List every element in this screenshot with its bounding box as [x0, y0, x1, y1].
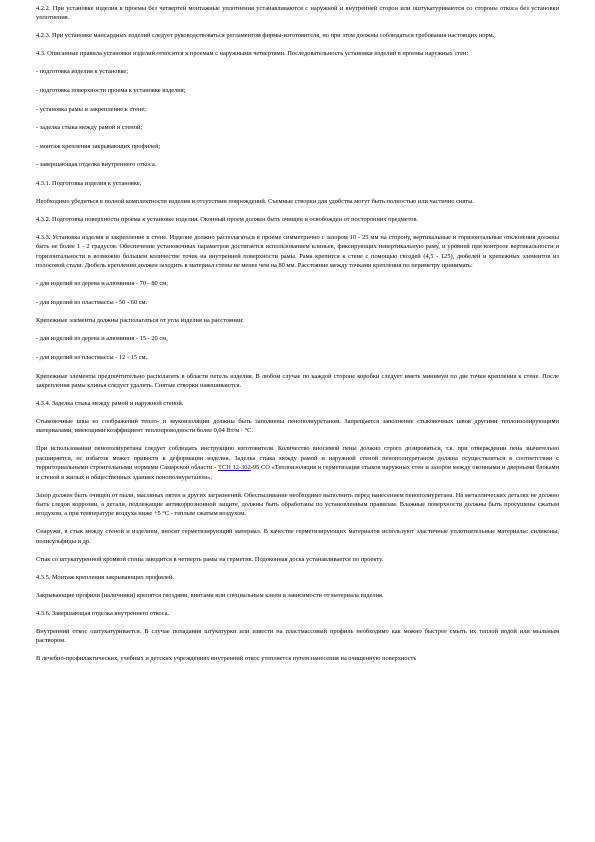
paragraph-text: Внутренний откос оштукатуривается. В случае попадания штукатурки или извести на пластмассовый профиль необходимо как можно быстрее смыть их теплой водой или мыльным раствором.	[36, 627, 559, 645]
paragraph-text: - заделка стыка между рамой и стеной;	[36, 124, 143, 132]
list-item	[36, 334, 559, 343]
paragraph-text: 4.3.2. Подготовка поверхности проема к установке изделия. Оконный проем должен быть очищен и освобожден от посторонних предметов.	[36, 215, 419, 223]
list-item	[36, 353, 559, 362]
paragraph	[36, 31, 559, 40]
paragraph-text: - монтаж крепления закрывающих профилей;	[36, 142, 161, 150]
paragraph-text: Закрывающие профили (наличники) крепятся гвоздями, винтами или специальным клеем в зависимости от материала изделия.	[36, 591, 384, 599]
paragraph	[36, 316, 559, 325]
paragraph	[36, 4, 559, 23]
paragraph-text: Стык со штукатуренной кромкой стены заводится в четверть рамы на герметик. Подоконная доска устанавливается по проекту.	[36, 555, 384, 563]
paragraph-text: 4.3.3. Установка изделия и закрепление к стене. Изделие должно располагаться в проеме симметрично с зазором 10 - 25 мм на сторону, вертикальные и горизонтальные отклонения должны быть не более 1 - 2 градусов. Обеспечение установочных параметров достигается использованием клиньев, фиксирующих невертикальную раму, и уровней при контроле вертикальности и горизонтальности в возможно большем количестве точек на внутренней поверхности рамы. Рама крепится к стене с помощью гвоздей (4,5 - 125), дюбелей и крепежных элементов из полосовой стали. Дюбель крепления должен заходить в материал стены не менее чем на 80 мм. Расстояние между точками крепления по периметру принимать:	[36, 233, 559, 270]
list-item	[36, 105, 559, 114]
paragraph-text: - установка рамы и закрепление к стене;	[36, 105, 146, 113]
paragraph-text: - для изделий из пластмассы - 12 - 15 см.	[36, 353, 148, 361]
paragraph-text: В лечебно-профилактических, учебных и детских учреждениях внутренний откос утепляется путем нанесения на очищенную поверхность	[36, 655, 417, 663]
paragraph-text: 4.2.2. При установке изделия в проемы без четвертей монтажные уплотнения устанавливаются с наружной и внутренней сторон или оштукатуриваются со стороны откоса без установки уплотнения.	[36, 5, 559, 22]
paragraph-text: Снаружи, в стык между стеной и изделием, вносят герметизирующий материал. В качестве герметизирующих материалов используют эластичные уплотнительные материалы: силиконы, полисульфиды и др.	[36, 528, 559, 545]
paragraph-text: 4.3.5. Монтаж крепления закрывающих профилей.	[36, 573, 174, 581]
paragraph-text: 4.2.3. При установке мансардных изделий следует руководствоваться регламентом фирмы-изготовителя, но при этом должны соблюдаться требования настоящих норм.	[36, 32, 495, 40]
paragraph-text: Зазор должен быть очищен от пыли, масляных пятен и других загрязнений. Обеспыливание необходимо выполнить перед нанесением пенополиуретана. На металлических деталях не должно быть следов коррозии, а детали, подлежащие антикоррозионной защите, должны быть обработаны по установленным правилам. Влажные поверхности должны быть просушены сжатым воздухом, а при температуре воздуха ниже +5 °С - теплым сжатым воздухом.	[36, 491, 559, 518]
paragraph	[36, 233, 559, 271]
list-item	[36, 279, 559, 288]
paragraph	[36, 372, 559, 391]
paragraph	[36, 609, 559, 618]
list-item	[36, 67, 559, 76]
paragraph-text: - для изделий из дерева и алюминия - 70 - 80 см;	[36, 280, 168, 288]
document-link[interactable]: ТСН 12-302	[218, 464, 251, 472]
document-body	[36, 4, 559, 664]
paragraph-text: - подготовка изделия к установке;	[36, 68, 129, 76]
paragraph-text: Необходимо убедиться в полной комплектности изделия и отсутствии повреждений. Съемные створки для удобства могут быть полностью или частично сняты.	[36, 197, 474, 205]
paragraph	[36, 444, 559, 482]
paragraph	[36, 197, 559, 206]
paragraph-text: Крепежные элементы предпочтительно располагать в области петель изделия. В любом случае по каждой стороне коробки следует иметь минимум по две точки крепления к стене. После закрепления рамы клинья следует удалить. Снятые створки навешиваются.	[36, 372, 559, 389]
paragraph	[36, 179, 559, 188]
paragraph-text: 4.3.6. Завершающая отделка внутреннего откоса.	[36, 609, 170, 617]
paragraph	[36, 215, 559, 224]
paragraph	[36, 527, 559, 546]
paragraph-text: -95 СО «Теплоизоляция и герметизация стыков наружных стен и зазоров между оконными и дверными блоками и стеной в жилых и общественных зданиях пенополиуретаном».	[36, 464, 559, 481]
paragraph	[36, 417, 559, 436]
list-item	[36, 142, 559, 151]
list-item	[36, 298, 559, 307]
paragraph-text: Стыковочные швы из соображений тепло- и звукоизоляции должны быть заполнены пенополиуретаном. Запрещается заполнение стыковочных швов другими теплоизолирующими материалами, имеющими коэффициент теплопроводности более 0,04 Вт/м · °С.	[36, 417, 559, 435]
paragraph	[36, 399, 559, 408]
paragraph	[36, 654, 559, 663]
paragraph-text: - подготовка поверхности проема к установке изделия;	[36, 87, 186, 94]
list-item	[36, 123, 559, 132]
paragraph	[36, 573, 559, 582]
paragraph	[36, 491, 559, 519]
paragraph-text: 4.3.4. Заделка стыка между рамой и наружной стеной.	[36, 399, 184, 407]
paragraph-text: 4.3. Описанные правила установки изделий относятся к проемам с наружными четвертями. Последовательность установки изделий в проемы наружных стен:	[36, 50, 469, 58]
paragraph	[36, 627, 559, 646]
paragraph	[36, 49, 559, 58]
paragraph	[36, 555, 559, 564]
paragraph-text: 4.3.1. Подготовка изделия к установке.	[36, 179, 142, 187]
paragraph-text: Крепежные элементы должны располагаться от угла изделия на расстоянии:	[36, 317, 244, 325]
list-item	[36, 160, 559, 169]
paragraph-text: - для изделий из дерева и алюминия - 15 - 20 см,	[36, 335, 168, 343]
paragraph-text: При использовании пенополиуретана следует соблюдать инструкцию изготовителя. Количество вносимой пены должно строго дозироваться, т.к. при отверждении пена значительно расширяется, ее избыток может привести к деформации изделия. Заделка стыка между рамой и наружной стеной пенополиуретаном должна осуществляться в соответствии с территориальными строительными нормами Самарской области -	[36, 445, 559, 472]
paragraph-text: - завершающая отделка внутреннего откоса.	[36, 161, 157, 169]
paragraph-text: - для изделий из пластмассы - 50 - 60 см.	[36, 298, 148, 306]
list-item	[36, 86, 559, 95]
paragraph	[36, 591, 559, 600]
